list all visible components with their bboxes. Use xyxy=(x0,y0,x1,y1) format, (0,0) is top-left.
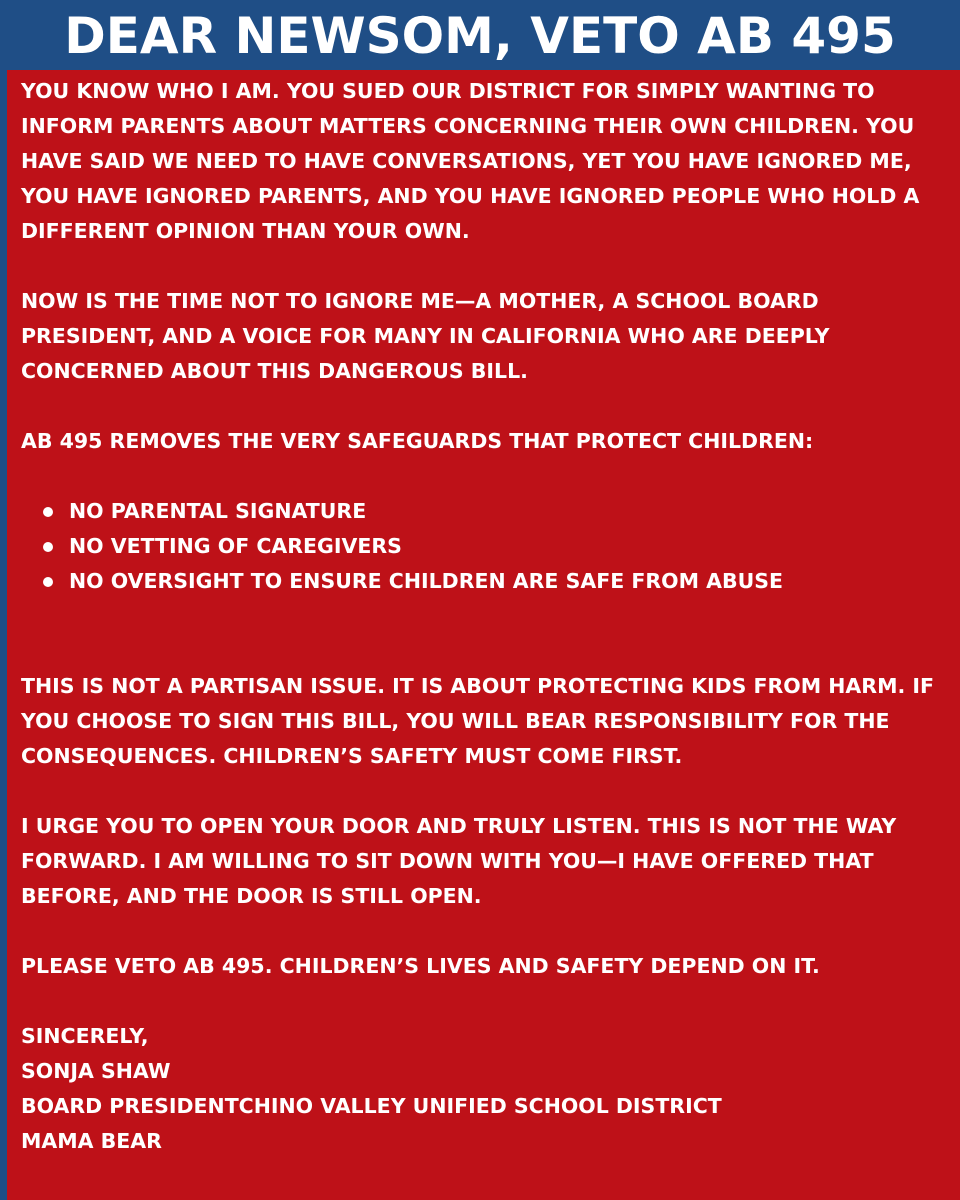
paragraph-urge: I URGE YOU TO OPEN YOUR DOOR AND TRULY LISTEN. THIS IS NOT THE WAY FORWARD. I AM WILLING TO SIT DOWN WITH YOU—I HAVE OFFERED THAT BEFORE, AND THE DOOR IS STILL OPEN. xyxy=(21,814,897,908)
bullet-icon xyxy=(43,542,53,552)
spacer xyxy=(21,599,942,669)
list-item-text: NO VETTING OF CAREGIVERS xyxy=(69,534,402,558)
signer-name: SONJA SHAW xyxy=(21,1059,171,1083)
list-item xyxy=(21,529,942,564)
list-item xyxy=(21,564,942,599)
closing: SINCERELY, xyxy=(21,1024,149,1048)
paragraph-partisan: THIS IS NOT A PARTISAN ISSUE. IT IS ABOUT PROTECTING KIDS FROM HARM. IF YOU CHOOSE TO SIGN THIS BILL, YOU WILL BEAR RESPONSIBILITY FOR THE CONSEQUENCES. CHILDREN’S SAFETY MUST COME FIRST. xyxy=(21,674,935,768)
paragraph-please-veto: PLEASE VETO AB 495. CHILDREN’S LIVES AND SAFETY DEPEND ON IT. xyxy=(21,954,820,978)
signer-nickname: MAMA BEAR xyxy=(21,1129,162,1153)
signer-title: BOARD PRESIDENTCHINO VALLEY UNIFIED SCHOOL DISTRICT xyxy=(21,1094,722,1118)
list-item-text: NO PARENTAL SIGNATURE xyxy=(69,499,367,523)
paragraph-intro: YOU KNOW WHO I AM. YOU SUED OUR DISTRICT FOR SIMPLY WANTING TO INFORM PARENTS ABOUT MATTERS CONCERNING THEIR OWN CHILDREN. YOU HAVE SAID WE NEED TO HAVE CONVERSATIONS, YET YOU HAVE IGNORED ME, YOU HAVE IGNORED PARENTS, AND YOU HAVE IGNORED PEOPLE WHO HOLD A DIFFERENT OPINION THAN YOUR OWN. xyxy=(21,79,920,243)
letter-body xyxy=(7,70,960,1159)
bullet-icon xyxy=(43,507,53,517)
bullet-icon xyxy=(43,577,53,587)
signature-block xyxy=(21,1019,942,1159)
safeguards-list xyxy=(21,494,942,599)
paragraph-safeguards: AB 495 REMOVES THE VERY SAFEGUARDS THAT PROTECT CHILDREN: xyxy=(21,429,814,453)
paragraph-now-is-the-time: NOW IS THE TIME NOT TO IGNORE ME—A MOTHER, A SCHOOL BOARD PRESIDENT, AND A VOICE FOR MANY IN CALIFORNIA WHO ARE DEEPLY CONCERNED ABOUT THIS DANGEROUS BILL. xyxy=(21,289,830,383)
list-item xyxy=(21,494,942,529)
headline: DEAR NEWSOM, VETO AB 495 xyxy=(64,7,896,65)
list-item-text: NO OVERSIGHT TO ENSURE CHILDREN ARE SAFE FROM ABUSE xyxy=(69,569,784,593)
letter-panel xyxy=(7,70,960,1200)
